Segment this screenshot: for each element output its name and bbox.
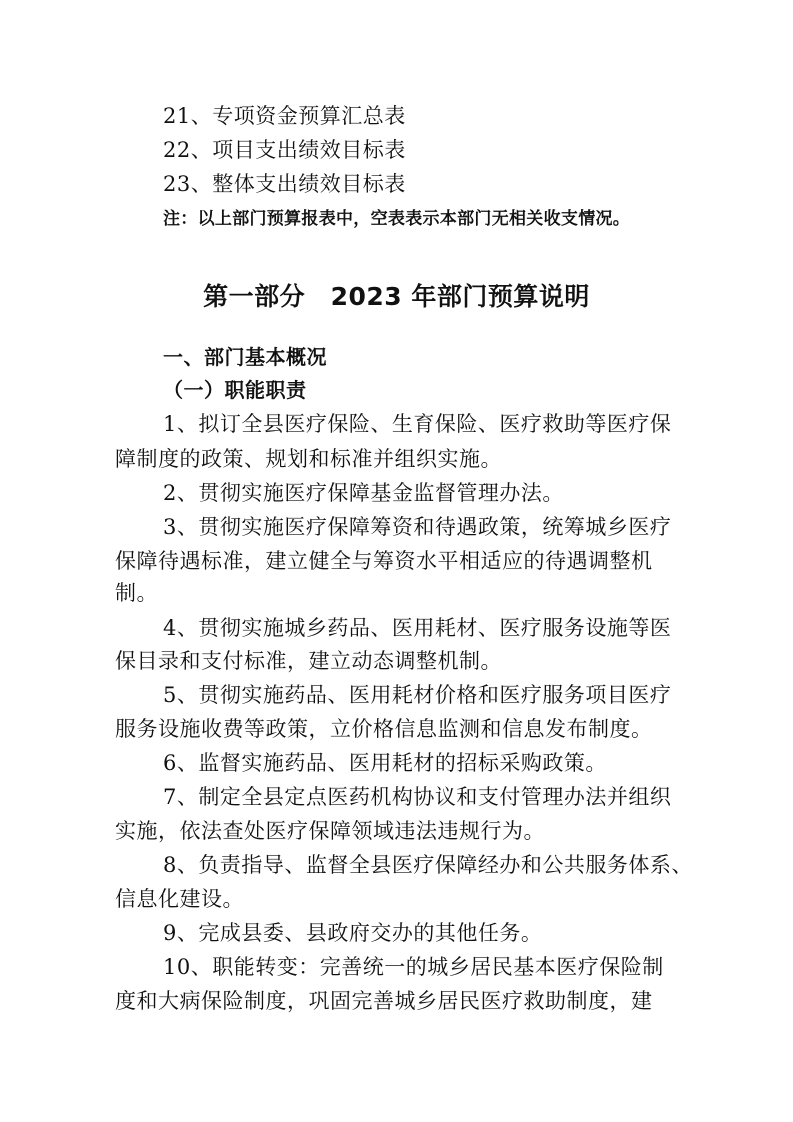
report-note: 注：以上部门预算报表中，空表表示本部门无相关收支情况。 <box>163 209 631 229</box>
list-item: 22、项目支出绩效目标表 <box>163 138 406 162</box>
paragraph-line: 6、监督实施药品、医用耗材的招标采购政策。 <box>163 751 607 775</box>
paragraph-line: 保目录和支付标准，建立动态调整机制。 <box>115 649 502 673</box>
list-item: 21、专项资金预算汇总表 <box>163 104 406 128</box>
paragraph-line: 10、职能转变：完善统一的城乡居民基本医疗保险制 <box>163 955 664 979</box>
paragraph-line: 度和大病保险制度，巩固完善城乡居民医疗救助制度，建 <box>115 989 653 1013</box>
paragraph-line: 1、拟订全县医疗保险、生育保险、医疗救助等医疗保 <box>163 412 672 436</box>
paragraph-line: 9、完成县委、县政府交办的其他任务。 <box>163 921 543 945</box>
list-item: 23、整体支出绩效目标表 <box>163 172 406 196</box>
paragraph-line: 8、负责指导、监督全县医疗保障经办和公共服务体系、 <box>163 853 693 877</box>
paragraph-line: 障制度的政策、规划和标准并组织实施。 <box>115 447 502 471</box>
paragraph-line: 信息化建设。 <box>115 887 244 911</box>
paragraph-line: 实施，依法查处医疗保障领域违法违规行为。 <box>115 819 545 843</box>
paragraph-line: 保障待遇标准，建立健全与筹资水平相适应的待遇调整机 <box>115 549 653 573</box>
paragraph-line: 4、贯彻实施城乡药品、医用耗材、医疗服务设施等医 <box>163 616 672 640</box>
subsection-heading: （一）职能职责 <box>163 378 307 402</box>
paragraph-line: 制。 <box>115 581 158 605</box>
paragraph-line: 7、制定全县定点医药机构协议和支付管理办法并组织 <box>163 785 672 809</box>
paragraph-line: 2、贯彻实施医疗保障基金监督管理办法。 <box>163 481 564 505</box>
section-heading: 一、部门基本概况 <box>163 345 327 369</box>
paragraph-line: 服务设施收费等政策，立价格信息监测和信息发布制度。 <box>115 717 653 741</box>
part-title: 第一部分 2023 年部门预算说明 <box>203 282 590 311</box>
paragraph-line: 3、贯彻实施医疗保障筹资和待遇政策，统筹城乡医疗 <box>163 515 672 539</box>
paragraph-line: 5、贯彻实施药品、医用耗材价格和医疗服务项目医疗 <box>163 683 672 707</box>
